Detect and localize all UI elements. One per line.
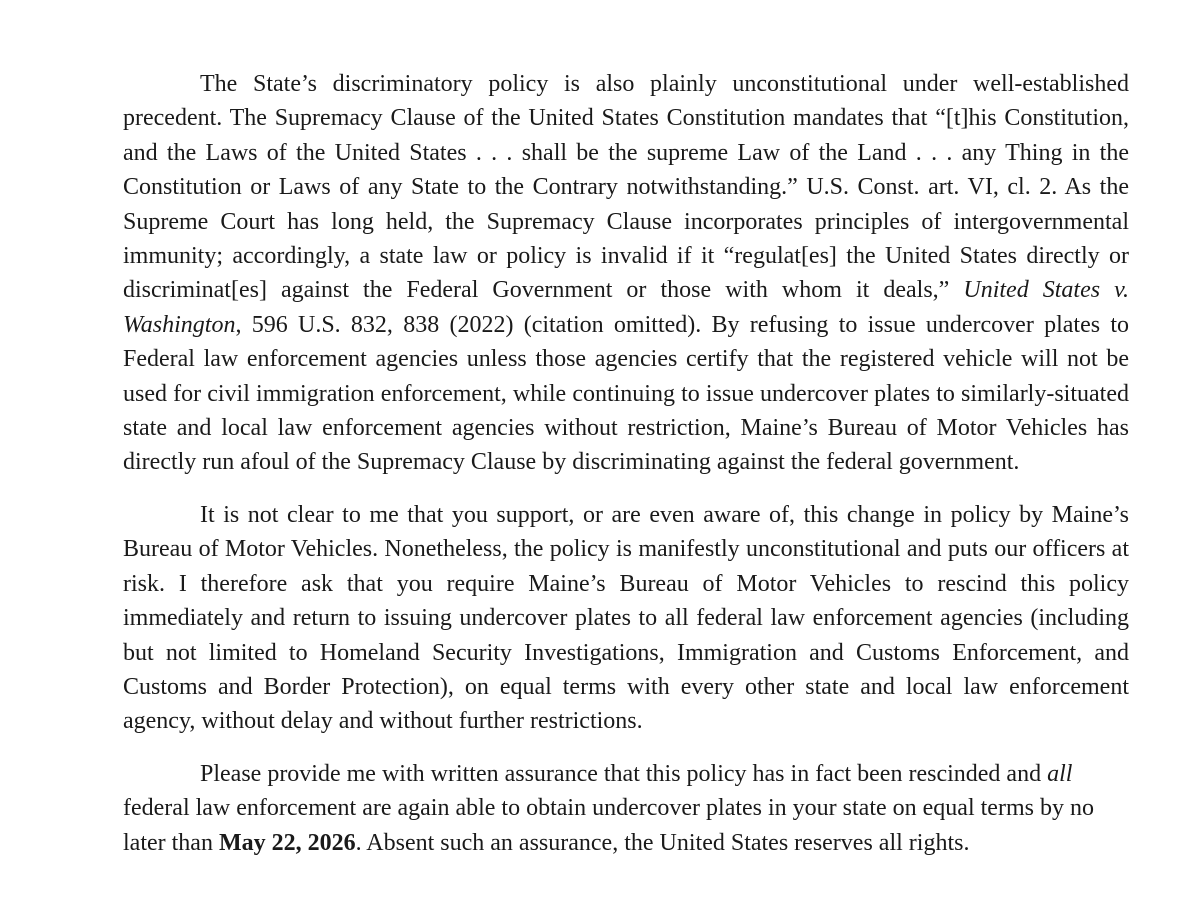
paragraph-text: It is not clear to me that you support, or are even aware of, this change in policy by Maine’s Bureau of Motor Vehicles. Nonetheless, the policy is manifestly unconstitutional and puts our officers at risk. I therefore ask that you require Maine’s Bureau of Motor Vehicles to rescind this policy immediately and return to issuing undercover plates to all federal law enforcement agencies (including but not limited to Homeland Security Investigations, Immigration and Customs Enforcement, and Customs and Border Protection), on equal terms with every other state and local law enforcement agency, without delay and without further restrictions. xyxy=(123,501,1129,735)
emphasis-all: all xyxy=(1047,760,1073,787)
paragraph-text: Please provide me with written assurance that this policy has in fact been rescinded and xyxy=(200,760,1048,787)
paragraph-supremacy-clause xyxy=(123,67,1129,480)
paragraph-text: The State’s discriminatory policy is also plainly unconstitutional under well-established precedent. The Supremacy Clause of the United States Constitution mandates that “[t]his Constitution, and the Laws of the United States . . . shall be the supreme Law of the Land . . . any Thing in the Constitution or Laws of any State to the Contrary notwithstanding.” U.S. Const. art. VI, cl. 2. As the Supreme Court has long held, the Supremacy Clause incorporates principles of intergovernmental immunity; accordingly, a state law or policy is invalid if it “regulat[es] the United States directly or discriminat[es] against the Federal Government or those with whom it deals,” xyxy=(123,71,1129,304)
paragraph-text: federal law enforcement are again able to obtain undercover plates in your state on equal terms by no later than xyxy=(123,795,1094,856)
paragraph-text: , 596 U.S. 832, 838 (2022) (citation omitted). By refusing to issue undercover plates to Federal law enforcement agencies unless those agencies certify that the registered vehicle will not be used for civil immigration enforcement, while continuing to issue undercover plates to similarly-situated state and local law enforcement agencies without restriction, Maine’s Bureau of Motor Vehicles has directly run afoul of the Supremacy Clause by discriminating against the federal government. xyxy=(123,311,1129,476)
deadline-date: May 22, 2026 xyxy=(218,829,356,856)
document-page xyxy=(123,67,1129,860)
paragraph-request xyxy=(123,498,1129,739)
case-citation: United States v. Washington xyxy=(123,277,1129,338)
paragraph-text: . Absent such an assurance, the United States reserves all rights. xyxy=(355,829,970,856)
paragraph-assurance xyxy=(123,757,1129,860)
